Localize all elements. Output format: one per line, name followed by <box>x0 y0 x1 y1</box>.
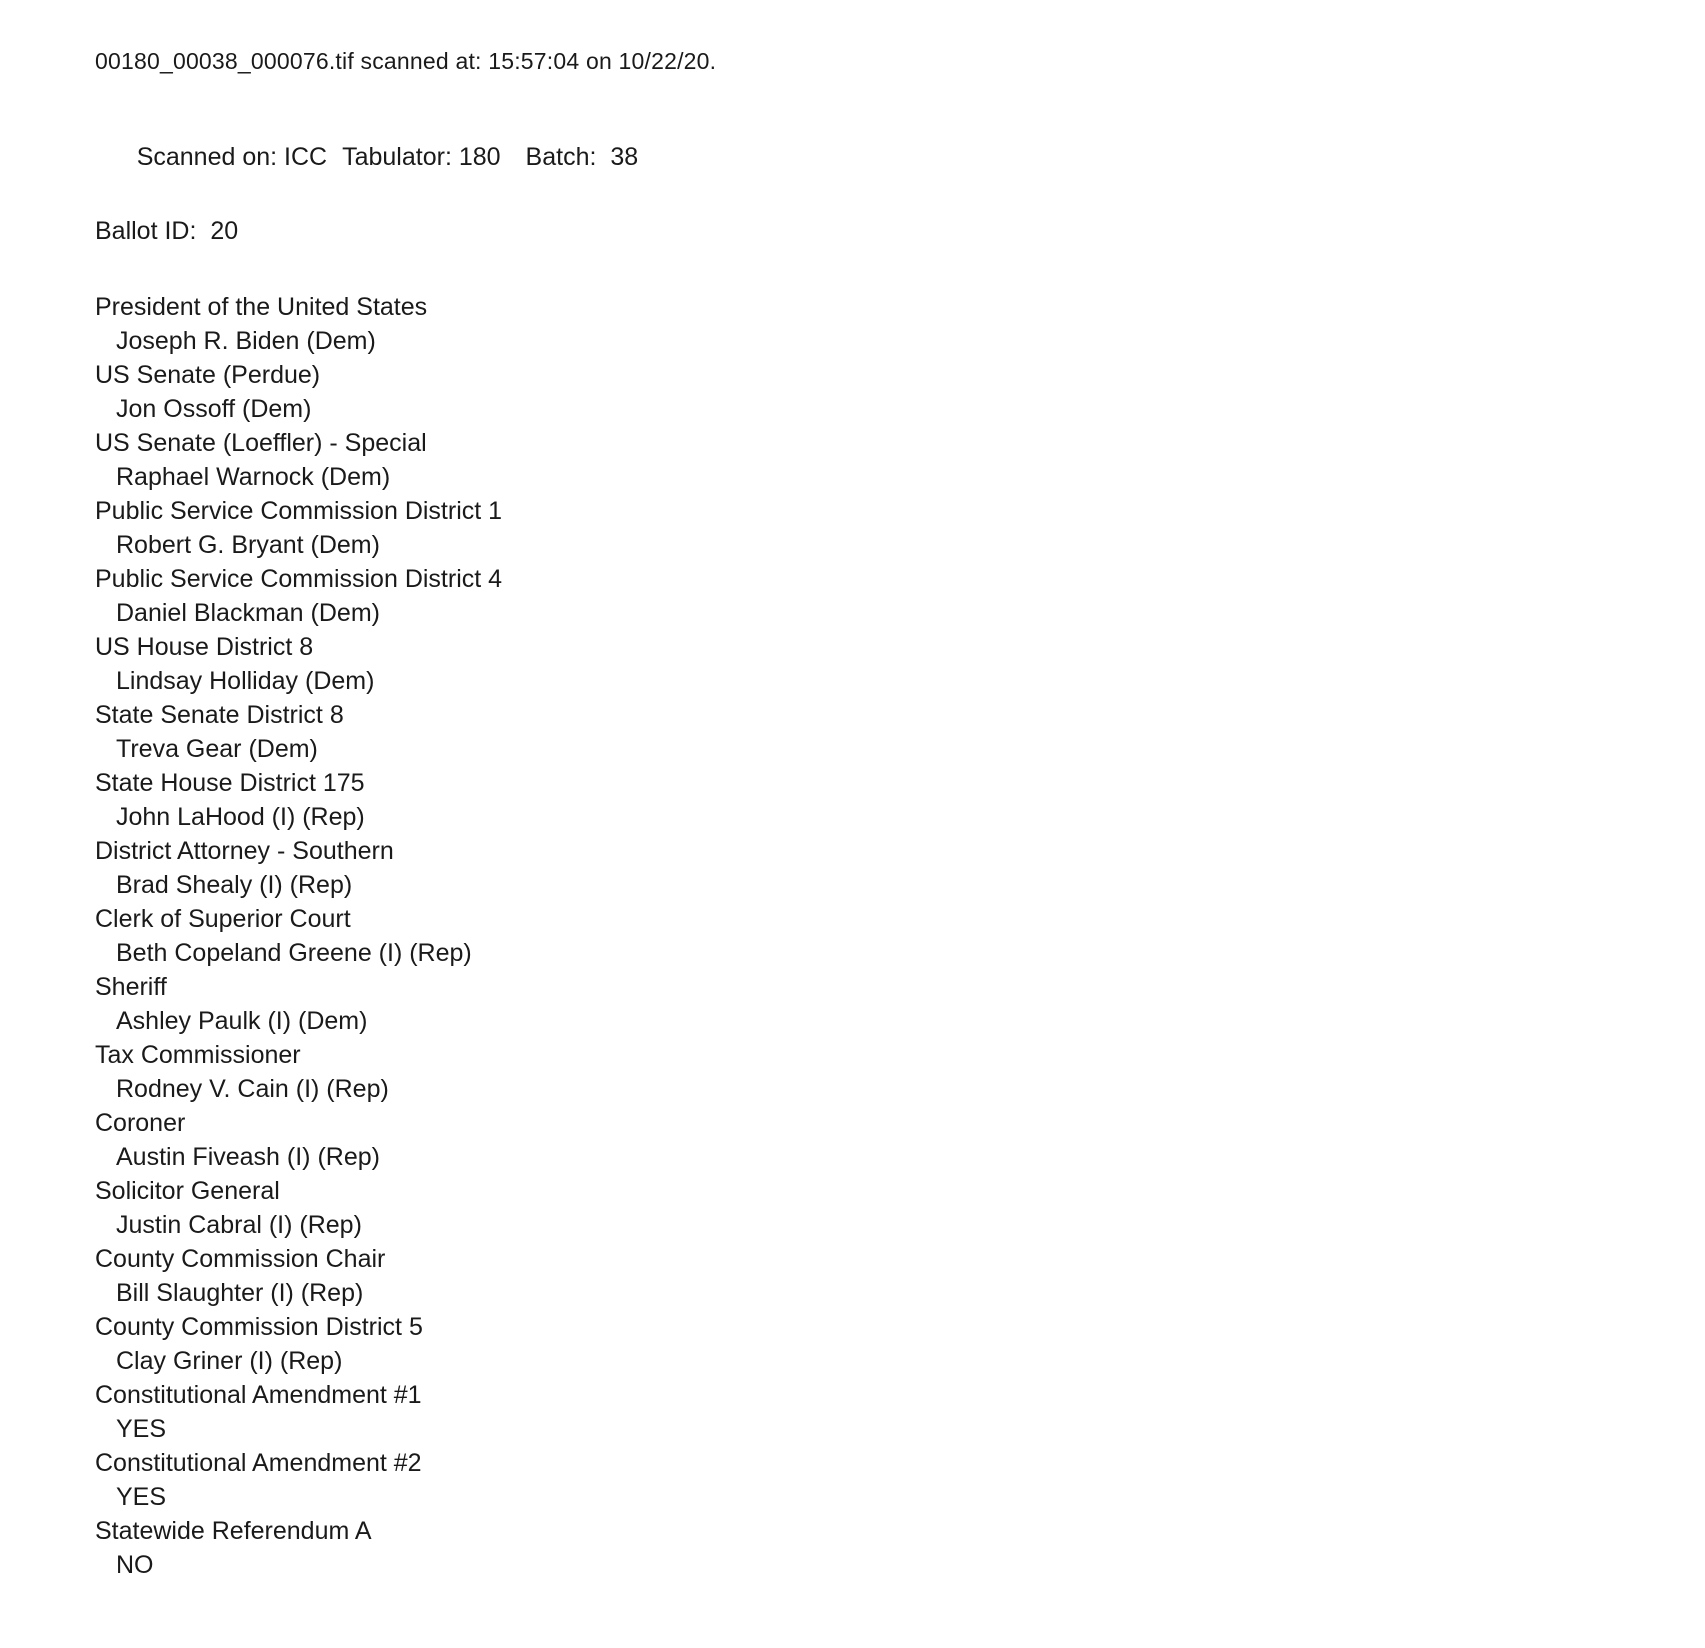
contest-entry <box>95 358 1665 426</box>
contest-title: Tax Commissioner <box>95 1041 301 1069</box>
contest-entry <box>95 1310 1665 1378</box>
contest-choice: Brad Shealy (I) (Rep) <box>116 871 353 899</box>
ballot-id-field: Ballot ID: 20 <box>95 217 239 245</box>
contest-choice: Clay Griner (I) (Rep) <box>116 1347 343 1375</box>
contest-entry <box>95 1514 1665 1582</box>
contest-choice: Robert G. Bryant (Dem) <box>116 531 380 559</box>
contest-title: Constitutional Amendment #1 <box>95 1381 422 1409</box>
contest-choice: Jon Ossoff (Dem) <box>116 395 312 423</box>
contest-choice: Raphael Warnock (Dem) <box>116 463 391 491</box>
contest-title: US House District 8 <box>95 633 314 661</box>
contest-title: Sheriff <box>95 973 167 1001</box>
contest-choice: Rodney V. Cain (I) (Rep) <box>116 1075 389 1103</box>
contest-title: Solicitor General <box>95 1177 280 1205</box>
contest-entry <box>95 1378 1665 1446</box>
contest-title: Statewide Referendum A <box>95 1517 372 1545</box>
contest-entry <box>95 562 1665 630</box>
contest-entry <box>95 902 1665 970</box>
contest-choice: NO <box>116 1551 154 1579</box>
contest-choice: YES <box>116 1415 167 1443</box>
contest-choice: John LaHood (I) (Rep) <box>116 803 365 831</box>
contest-choice: Ashley Paulk (I) (Dem) <box>116 1007 368 1035</box>
contest-title: Public Service Commission District 4 <box>95 565 503 593</box>
contest-choice: Treva Gear (Dem) <box>116 735 318 763</box>
contest-entry <box>95 766 1665 834</box>
contest-entry <box>95 1038 1665 1106</box>
contest-title: Constitutional Amendment #2 <box>95 1449 422 1477</box>
scan-filename-line: 00180_00038_000076.tif scanned at: 15:57:04 on 10/22/20. <box>95 48 717 74</box>
contest-choice: Justin Cabral (I) (Rep) <box>116 1211 362 1239</box>
contest-choice: Beth Copeland Greene (I) (Rep) <box>116 939 472 967</box>
batch-field: Batch: 38 <box>525 143 639 171</box>
contest-choice: Austin Fiveash (I) (Rep) <box>116 1143 380 1171</box>
contest-title: Public Service Commission District 1 <box>95 497 503 525</box>
scanned-on-field: Scanned on: ICC <box>136 143 328 171</box>
contest-title: US Senate (Loeffler) - Special <box>95 429 427 457</box>
contest-title: Clerk of Superior Court <box>95 905 351 933</box>
contest-title: State House District 175 <box>95 769 365 797</box>
contest-choice: Lindsay Holliday (Dem) <box>116 667 375 695</box>
contest-entry <box>95 970 1665 1038</box>
contest-title: State Senate District 8 <box>95 701 344 729</box>
contest-entry <box>95 630 1665 698</box>
scan-info-line <box>95 102 1665 213</box>
contest-entry <box>95 1446 1665 1514</box>
contest-title: Coroner <box>95 1109 186 1137</box>
contest-entry <box>95 1106 1665 1174</box>
contest-entry <box>95 290 1665 358</box>
contest-title: County Commission Chair <box>95 1245 386 1273</box>
contest-entry <box>95 834 1665 902</box>
contest-entry <box>95 698 1665 766</box>
contest-entry <box>95 426 1665 494</box>
contest-entry <box>95 494 1665 562</box>
contest-choice: Daniel Blackman (Dem) <box>116 599 380 627</box>
contest-list <box>95 290 1665 1582</box>
contest-title: President of the United States <box>95 293 428 321</box>
contest-entry <box>95 1242 1665 1310</box>
contest-entry <box>95 1174 1665 1242</box>
contest-title: County Commission District 5 <box>95 1313 423 1341</box>
contest-title: US Senate (Perdue) <box>95 361 321 389</box>
tabulator-field: Tabulator: 180 <box>342 143 501 171</box>
contest-choice: YES <box>116 1483 167 1511</box>
contest-choice: Bill Slaughter (I) (Rep) <box>116 1279 364 1307</box>
scan-info-block <box>95 102 1665 250</box>
contest-title: District Attorney - Southern <box>95 837 394 865</box>
contest-choice: Joseph R. Biden (Dem) <box>116 327 376 355</box>
